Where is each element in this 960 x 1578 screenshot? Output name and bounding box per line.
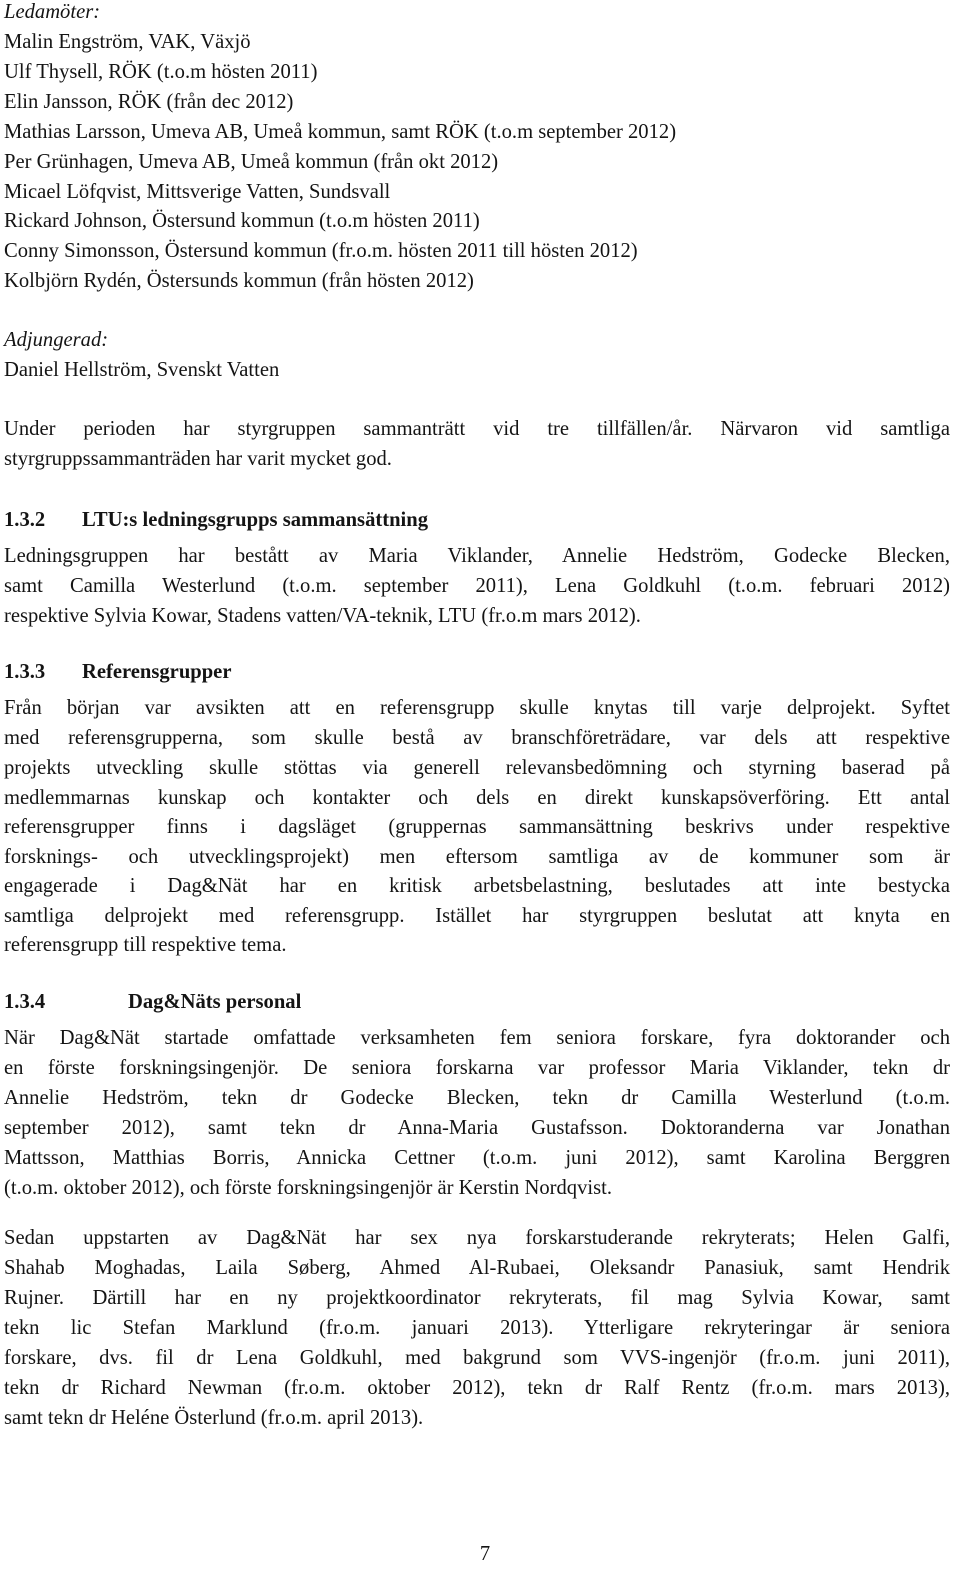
paragraph-line: När Dag&Nät startade omfattade verksamheten fem seniora forskare, fyra doktorander och: [4, 1027, 950, 1049]
paragraph-line: Mattsson, Matthias Borris, Annicka Cettner (t.o.m. juni 2012), samt Karolina Berggren: [4, 1147, 950, 1169]
paragraph-line: en förste forskningsingenjör. De seniora forskarna var professor Maria Viklander, tekn dr: [4, 1057, 950, 1079]
section-number: 1.3.3: [4, 661, 46, 683]
member-line: Malin Engström, VAK, Växjö: [4, 31, 251, 53]
paragraph-line: tekn lic Stefan Marklund (fr.o.m. januari 2013). Ytterligare rekryteringar är seniora: [4, 1317, 950, 1339]
paragraph-line: samt tekn dr Heléne Österlund (fr.o.m. april 2013).: [4, 1407, 424, 1429]
meetings-line: Under perioden har styrgruppen sammanträtt vid tre tillfällen/år. Närvaron vid samtliga: [4, 418, 950, 440]
member-line: Per Grünhagen, Umeva AB, Umeå kommun (från okt 2012): [4, 151, 499, 173]
member-line: Mathias Larsson, Umeva AB, Umeå kommun, samt RÖK (t.o.m september 2012): [4, 121, 677, 143]
member-line: Ulf Thysell, RÖK (t.o.m hösten 2011): [4, 61, 318, 83]
paragraph-line: Rujner. Därtill har en ny projektkoordinator rekryterats, fil mag Sylvia Kowar, samt: [4, 1287, 950, 1309]
section-number: 1.3.4: [4, 991, 46, 1013]
paragraph-line: referensgrupp till respektive tema.: [4, 934, 287, 956]
paragraph-line: september 2012), samt tekn dr Anna-Maria Gustafsson. Doktoranderna var Jonathan: [4, 1117, 950, 1139]
paragraph-line: samt Camilla Westerlund (t.o.m. september 2011), Lena Goldkuhl (t.o.m. februari 2012): [4, 575, 950, 597]
paragraph-line: Ledningsgruppen har bestått av Maria Viklander, Annelie Hedström, Godecke Blecken,: [4, 545, 950, 567]
paragraph-line: Shahab Moghadas, Laila Søberg, Ahmed Al-Rubaei, Oleksandr Panasiuk, samt Hendrik: [4, 1257, 950, 1279]
meetings-line: styrgruppssammanträden har varit mycket god.: [4, 448, 392, 470]
paragraph-line: Sedan uppstarten av Dag&Nät har sex nya forskarstuderande rekryterats; Helen Galfi,: [4, 1227, 950, 1249]
member-line: Rickard Johnson, Östersund kommun (t.o.m hösten 2011): [4, 210, 480, 232]
paragraph-line: med referensgrupperna, som skulle bestå av branschföreträdare, var dels att respektive: [4, 727, 950, 749]
section-title: Referensgrupper: [82, 661, 232, 683]
paragraph-line: referensgrupper finns i dagsläget (gruppernas sammansättning beskrivs under respektive: [4, 816, 950, 838]
paragraph-line: forskare, dvs. fil dr Lena Goldkuhl, med bakgrund som VVS-ingenjör (fr.o.m. juni 2011),: [4, 1347, 950, 1369]
page-number: 7: [479, 1543, 491, 1565]
paragraph-line: Annelie Hedström, tekn dr Godecke Blecken, tekn dr Camilla Westerlund (t.o.m.: [4, 1087, 950, 1109]
paragraph-line: samtliga delprojekt med referensgrupp. Istället har styrgruppen beslutat att knyta en: [4, 905, 950, 927]
section-heading-1-3-4: [4, 992, 301, 1013]
member-line: Elin Jansson, RÖK (från dec 2012): [4, 91, 294, 113]
paragraph-line: (t.o.m. oktober 2012), och förste forskningsingenjör är Kerstin Nordqvist.: [4, 1177, 612, 1199]
section-heading-1-3-3: [4, 662, 231, 683]
members-label: Ledamöter:: [4, 1, 101, 23]
section-title: Dag&Näts personal: [128, 991, 302, 1013]
paragraph-line: Från början var avsikten att en referensgrupp skulle knytas till varje delprojekt. Syftet: [4, 697, 950, 719]
adjunct-label: Adjungerad:: [4, 329, 109, 351]
paragraph-line: medlemmarnas kunskap och kontakter och dels en direkt kunskapsöverföring. Ett antal: [4, 787, 950, 809]
section-title: LTU:s ledningsgrupps sammansättning: [82, 509, 429, 531]
member-line: Kolbjörn Rydén, Östersunds kommun (från hösten 2012): [4, 270, 474, 292]
section-number: 1.3.2: [4, 509, 46, 531]
paragraph-line: tekn dr Richard Newman (fr.o.m. oktober 2012), tekn dr Ralf Rentz (fr.o.m. mars 2013),: [4, 1377, 950, 1399]
paragraph-line: engagerade i Dag&Nät har en kritisk arbetsbelastning, beslutades att inte bestycka: [4, 875, 950, 897]
paragraph-line: forsknings- och utvecklingsprojekt) men eftersom samtliga av de kommuner som är: [4, 846, 950, 868]
section-heading-1-3-2: [4, 510, 428, 531]
paragraph-line: projekts utveckling skulle stöttas via generell relevansbedömning och styrning baserad på: [4, 757, 950, 779]
member-line: Micael Löfqvist, Mittsverige Vatten, Sundsvall: [4, 181, 391, 203]
member-line: Conny Simonsson, Östersund kommun (fr.o.m. hösten 2011 till hösten 2012): [4, 240, 638, 262]
adjunct-member: Daniel Hellström, Svenskt Vatten: [4, 359, 280, 381]
paragraph-line: respektive Sylvia Kowar, Stadens vatten/VA-teknik, LTU (fr.o.m mars 2012).: [4, 605, 641, 627]
